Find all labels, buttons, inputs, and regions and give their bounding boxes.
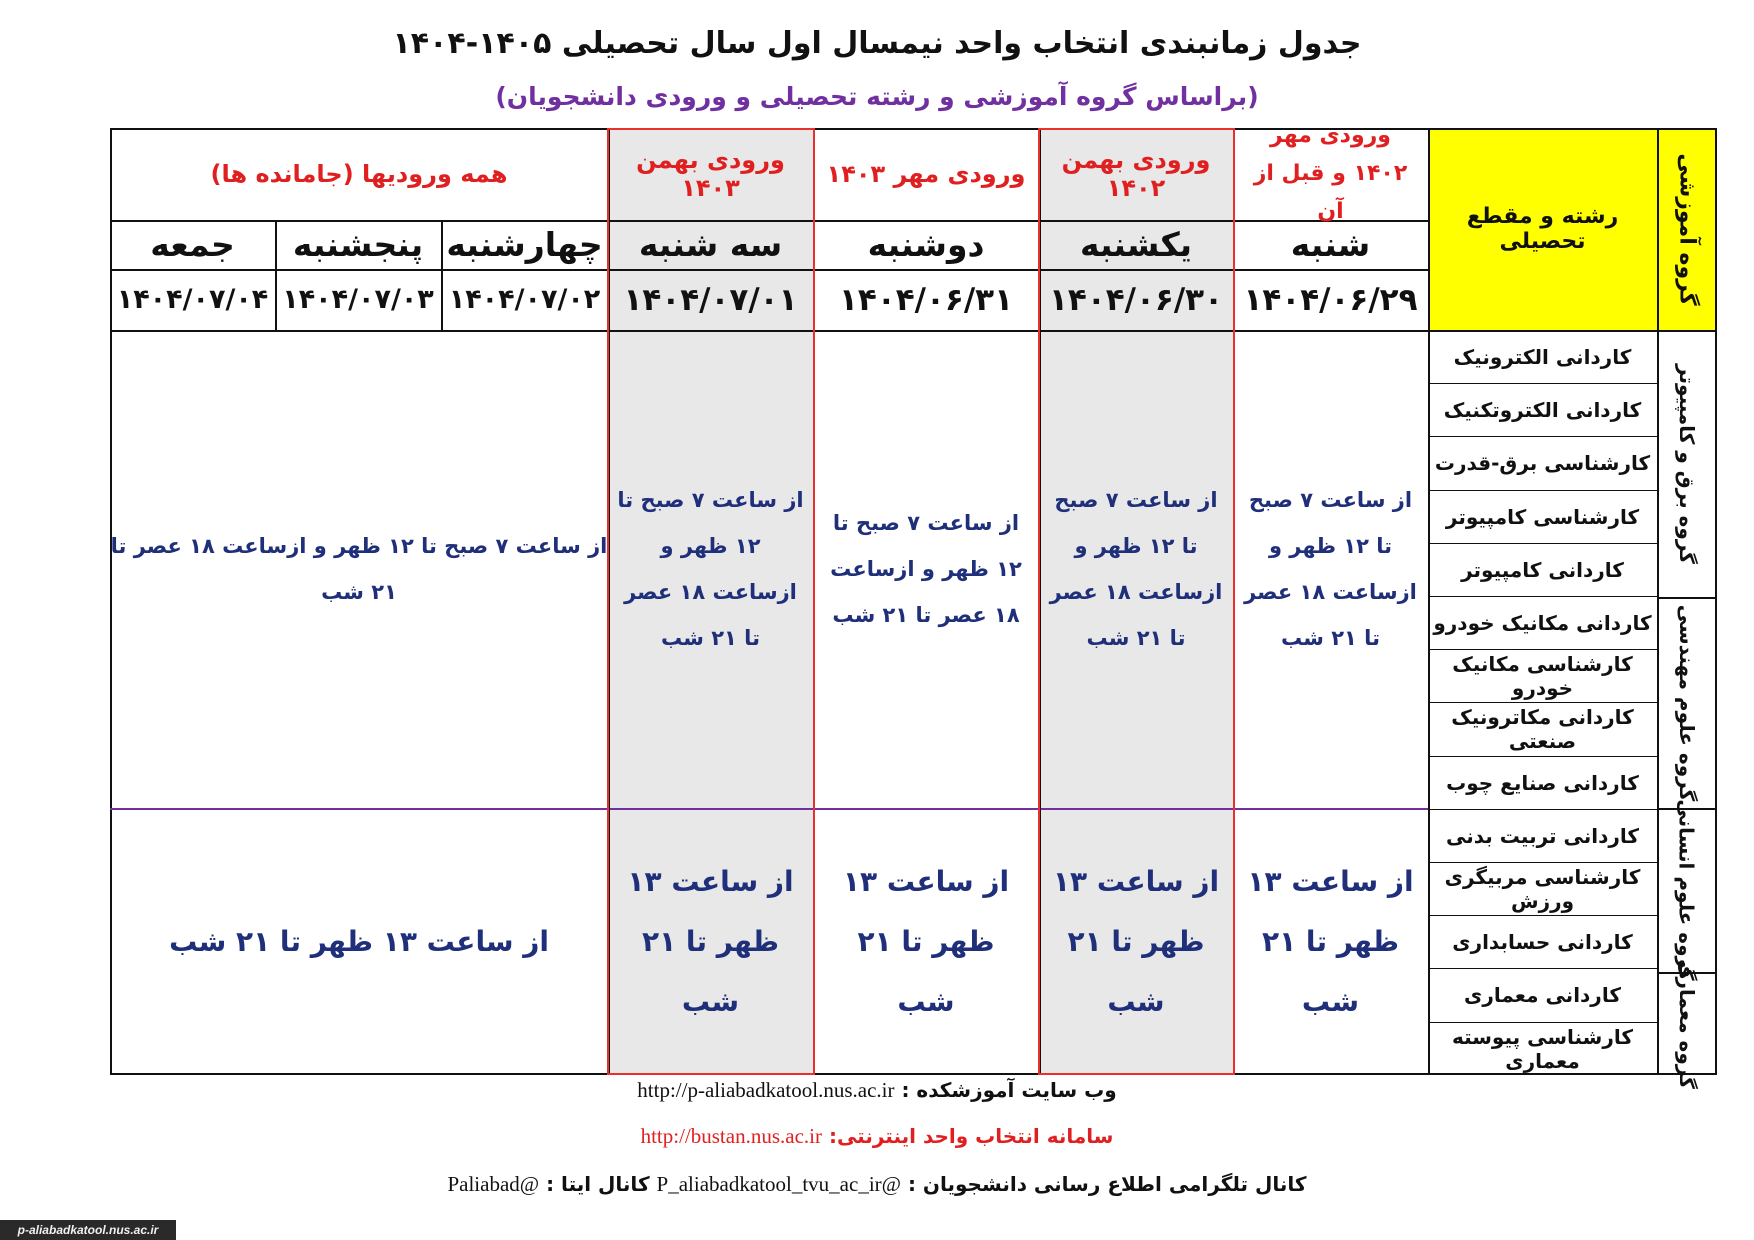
time-afternoon-sat: از ساعت ۱۳ ظهر تا ۲۱ شب	[1247, 864, 1414, 1018]
major-row: کارشناسی مربیگری ورزش	[1428, 862, 1657, 915]
entry-header-tue: ورودی بهمن ۱۴۰۳	[636, 146, 785, 202]
date-tue: ۱۴۰۴/۰۷/۰۱	[623, 281, 798, 318]
time-morning-rest: از ساعت ۷ صبح تا ۱۲ ظهر و ازساعت ۱۸ عصر تا ۲۱ شب	[110, 534, 608, 604]
date-wed: ۱۴۰۴/۰۷/۰۲	[448, 284, 601, 315]
day-sun: یکشنبه	[1079, 225, 1193, 264]
footer-channels	[0, 1172, 1754, 1197]
time-afternoon-mon: از ساعت ۱۳ ظهر تا ۲۱ شب	[842, 864, 1010, 1018]
major-row: کاردانی معماری	[1428, 968, 1657, 1021]
eitaa-handle[interactable]: @Paliabad	[447, 1172, 540, 1196]
major-row: کاردانی کامپیوتر	[1428, 543, 1657, 596]
page-subtitle: (براساس گروه آموزشی و رشته تحصیلی و ورودی دانشجویان)	[495, 82, 1259, 111]
group-engineering: گروه علوم مهندسی	[1675, 604, 1699, 801]
entry-header-sun: ورودی بهمن ۱۴۰۲	[1061, 146, 1211, 202]
date-thu: ۱۴۰۴/۰۷/۰۳	[282, 284, 434, 315]
group-humanities: گروه علوم انسانی	[1675, 799, 1700, 981]
day-fri: جمعه	[150, 225, 235, 264]
day-wed: چهارشنبه	[446, 225, 603, 264]
time-afternoon-tue: از ساعت ۱۳ ظهر تا ۲۱ شب	[627, 864, 794, 1018]
time-morning-tue: از ساعت ۷ صبح تا ۱۲ ظهر و ازساعت ۱۸ عصر تا ۲۱ شب	[617, 488, 804, 650]
date-fri: ۱۴۰۴/۰۷/۰۴	[116, 284, 269, 315]
date-mon: ۱۴۰۴/۰۶/۳۱	[839, 281, 1014, 318]
major-row: کاردانی مکاترونیک صنعتی	[1428, 702, 1657, 755]
major-row: کاردانی تربیت بدنی	[1428, 809, 1657, 862]
eitaa-label: کانال ایتا :	[546, 1172, 650, 1196]
time-morning-sat: از ساعت ۷ صبح تا ۱۲ ظهر و ازساعت ۱۸ عصر تا ۲۱ شب	[1244, 488, 1417, 650]
major-header: رشته و مقطع تحصیلی	[1466, 204, 1619, 254]
time-afternoon-sun: از ساعت ۱۳ ظهر تا ۲۱ شب	[1052, 864, 1220, 1018]
date-sat: ۱۴۰۴/۰۶/۲۹	[1243, 281, 1418, 318]
entry-header-rest: همه ورودیها (جامانده ها)	[210, 160, 508, 188]
major-row: کاردانی حسابداری	[1428, 915, 1657, 968]
day-thu: پنجشنبه	[292, 225, 424, 264]
group-header: گروه آموزشی	[1674, 152, 1700, 306]
watermark: p-aliabadkatool.nus.ac.ir	[0, 1220, 176, 1240]
day-sat: شنبه	[1290, 225, 1371, 264]
system-label: سامانه انتخاب واحد اینترنتی:	[828, 1124, 1114, 1148]
major-row: کارشناسی برق-قدرت	[1428, 436, 1657, 489]
page-title: جدول زمانبندی انتخاب واحد نیمسال اول سال تحصیلی ۱۴۰۵-۱۴۰۴	[392, 26, 1362, 61]
entry-header-mon: ورودی مهر ۱۴۰۳	[826, 160, 1026, 188]
date-sun: ۱۴۰۴/۰۶/۳۰	[1049, 281, 1224, 318]
group-architecture: گروه معماری	[1675, 958, 1699, 1089]
group-electric: گروه برق و کامپیوتر	[1675, 363, 1699, 564]
telegram-handle[interactable]: @P_aliabadkatool_tvu_ac_ir	[656, 1172, 901, 1196]
time-morning-mon: از ساعت ۷ صبح تا ۱۲ ظهر و ازساعت ۱۸ عصر تا ۲۱ شب	[830, 511, 1022, 627]
major-row: کاردانی الکترونیک	[1453, 344, 1632, 369]
major-row: کارشناسی مکانیک خودرو	[1428, 649, 1657, 702]
major-row: کارشناسی پیوسته معماری	[1428, 1022, 1657, 1075]
website-link[interactable]: http://p-aliabadkatool.nus.ac.ir	[637, 1078, 895, 1102]
entry-header-sat: ورودی مهر ۱۴۰۲ و قبل از آن	[1253, 123, 1408, 224]
system-link[interactable]: http://bustan.nus.ac.ir	[640, 1124, 822, 1148]
day-tue: سه شنبه	[638, 225, 783, 264]
major-row: کارشناسی کامپیوتر	[1428, 490, 1657, 543]
major-row: کاردانی صنایع چوب	[1428, 756, 1657, 809]
website-label: وب سایت آموزشکده :	[901, 1078, 1117, 1102]
telegram-label: کانال تلگرامی اطلاع رسانی دانشجویان :	[907, 1172, 1307, 1196]
major-row: کاردانی مکانیک خودرو	[1428, 596, 1657, 649]
major-row: کاردانی الکتروتکنیک	[1428, 383, 1657, 436]
footer-website	[0, 1078, 1754, 1103]
footer-system	[0, 1124, 1754, 1149]
day-mon: دوشنبه	[867, 225, 985, 264]
time-morning-sun: از ساعت ۷ صبح تا ۱۲ ظهر و ازساعت ۱۸ عصر تا ۲۱ شب	[1049, 488, 1223, 650]
time-afternoon-rest: از ساعت ۱۳ ظهر تا ۲۱ شب	[169, 924, 549, 958]
